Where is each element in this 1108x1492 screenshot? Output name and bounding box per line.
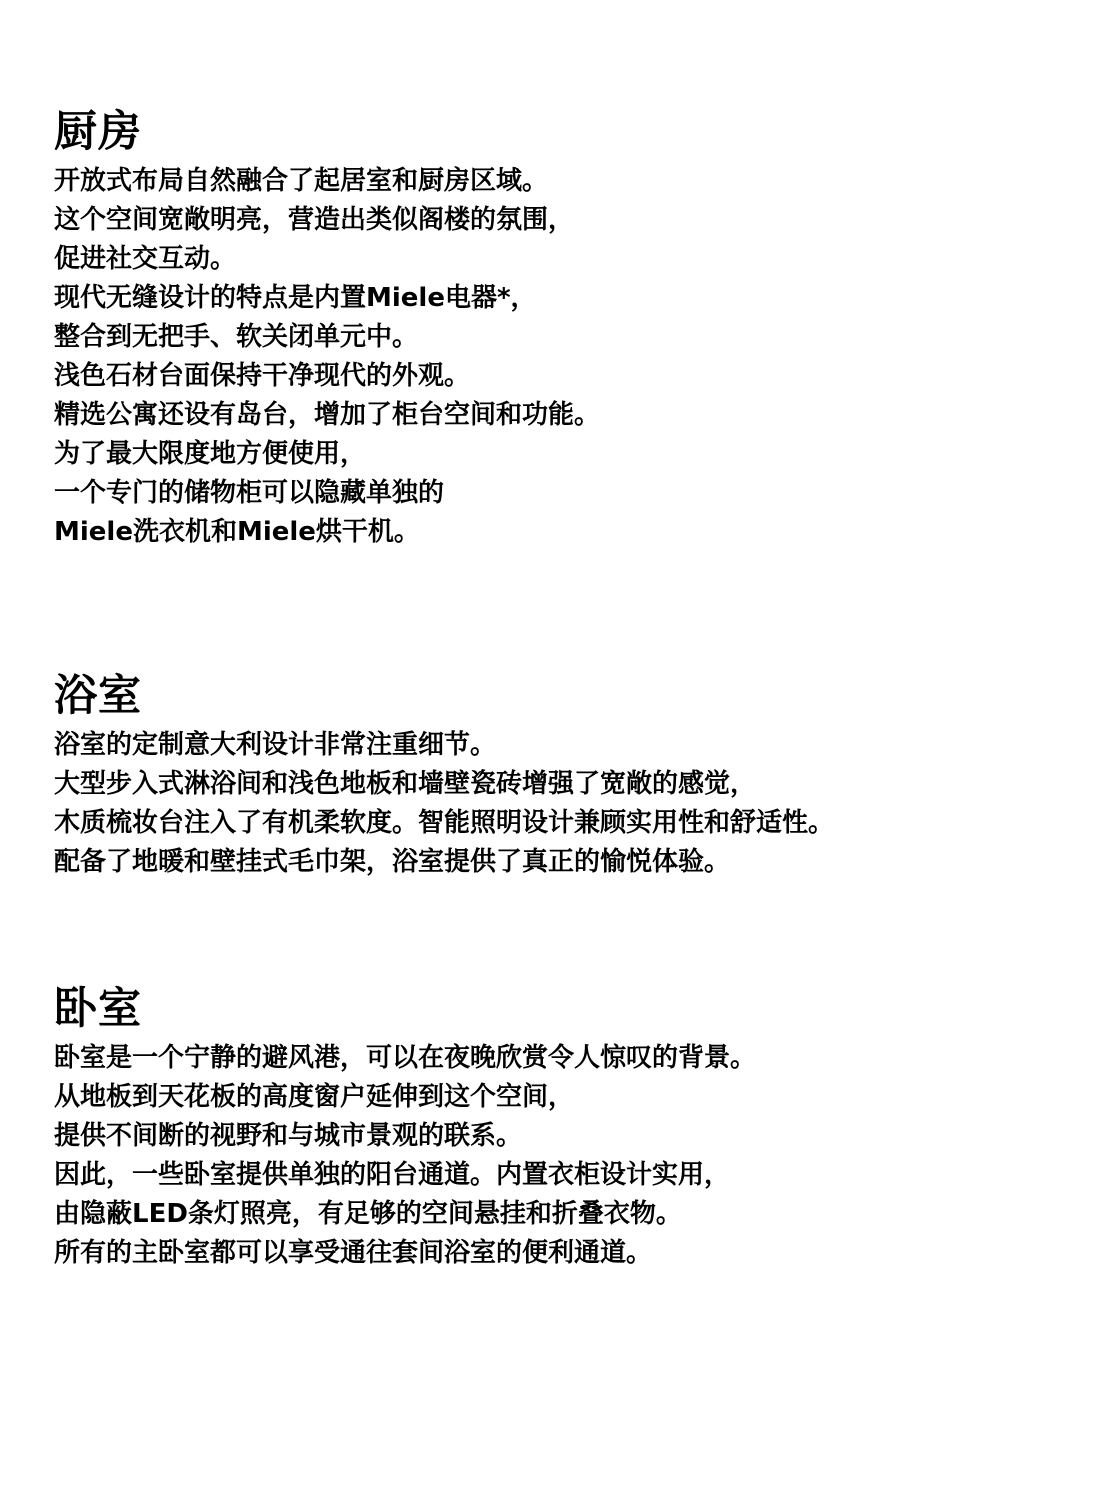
body-line: 精选公寓还设有岛台，增加了柜台空间和功能。: [54, 400, 601, 430]
section-heading-bedroom: 卧室: [54, 984, 142, 1034]
body-line: 因此，一些卧室提供单独的阳台通道。内置衣柜设计实用，: [54, 1160, 731, 1190]
section-heading-kitchen: 厨房: [54, 107, 142, 157]
section-body-kitchen: [54, 162, 1094, 552]
section-body-bedroom: [54, 1039, 1094, 1273]
body-line: 提供不间断的视野和与城市景观的联系。: [54, 1121, 523, 1151]
body-line: 所有的主卧室都可以享受通往套间浴室的便利通道。: [54, 1238, 653, 1268]
body-line: 现代无缝设计的特点是内置Miele电器*，: [54, 283, 537, 313]
body-line: 卧室是一个宁静的避风港，可以在夜晚欣赏令人惊叹的背景。: [54, 1043, 757, 1073]
body-line: 这个空间宽敞明亮，营造出类似阁楼的氛围，: [54, 205, 575, 235]
section-heading-bathroom: 浴室: [54, 671, 142, 721]
section-body-bathroom: [54, 726, 1094, 882]
body-line: 配备了地暖和壁挂式毛巾架，浴室提供了真正的愉悦体验。: [54, 847, 731, 877]
body-line: 开放式布局自然融合了起居室和厨房区域。: [54, 166, 549, 196]
body-line: 为了最大限度地方便使用，: [54, 439, 367, 469]
body-line: 从地板到天花板的高度窗户延伸到这个空间，: [54, 1082, 575, 1112]
body-line: 由隐蔽LED条灯照亮，有足够的空间悬挂和折叠衣物。: [54, 1199, 682, 1229]
section-kitchen: [54, 106, 1094, 552]
body-line: 浅色石材台面保持干净现代的外观。: [54, 361, 471, 391]
body-line: 大型步入式淋浴间和浅色地板和墙壁瓷砖增强了宽敞的感觉，: [54, 769, 757, 799]
body-line: 一个专门的储物柜可以隐藏单独的: [54, 478, 445, 508]
body-line: 促进社交互动。: [54, 244, 237, 274]
section-bedroom: [54, 983, 1094, 1273]
body-line: 整合到无把手、软关闭单元中。: [54, 322, 419, 352]
body-line: Miele洗衣机和Miele烘干机。: [54, 517, 420, 547]
body-line: 浴室的定制意大利设计非常注重细节。: [54, 730, 497, 760]
body-line: 木质梳妆台注入了有机柔软度。智能照明设计兼顾实用性和舒适性。: [54, 808, 835, 838]
section-bathroom: [54, 670, 1094, 882]
